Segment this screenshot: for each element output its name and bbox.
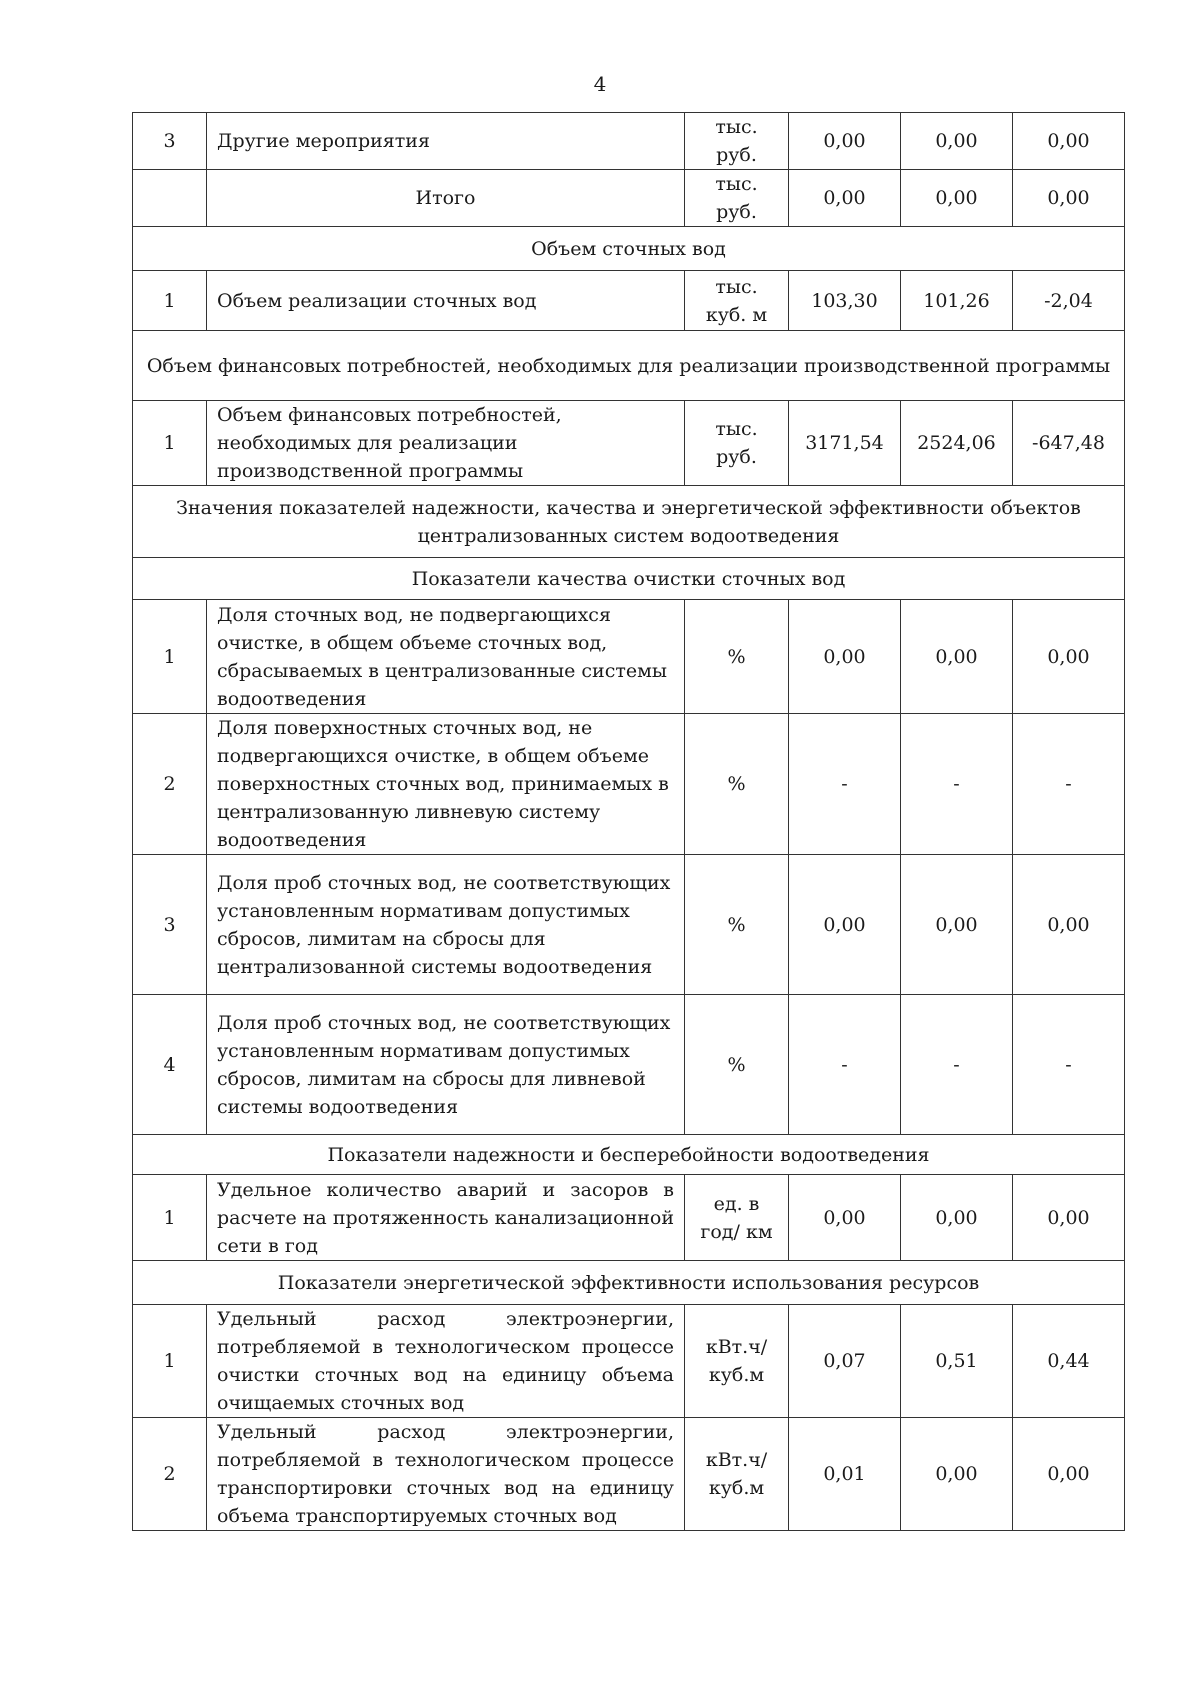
value-cell-2: 0,00 [901,1175,1013,1261]
indicator-name: Другие мероприятия [207,113,685,170]
section-header-row [133,331,1125,401]
value-cell-2: - [901,995,1013,1135]
value-cell-3: 0,00 [1013,600,1125,714]
row-number: 1 [133,600,207,714]
table-row [133,855,1125,995]
table-row [133,1305,1125,1418]
indicators-table [132,112,1125,1531]
value-cell-3: 0,00 [1013,1418,1125,1531]
row-number: 3 [133,855,207,995]
value-cell-3: -2,04 [1013,271,1125,331]
table-body [133,113,1125,1531]
table-row [133,714,1125,855]
indicator-name: Объем реализации сточных вод [207,271,685,331]
value-cell-1: 3171,54 [789,401,901,486]
table-row [133,170,1125,227]
value-cell-3: 0,00 [1013,1175,1125,1261]
unit-cell: тыс. руб. [685,170,789,227]
table-row [133,600,1125,714]
value-cell-3: 0,00 [1013,113,1125,170]
section-header-row [133,486,1125,558]
row-number: 1 [133,1305,207,1418]
indicator-name: Доля проб сточных вод, не соответствующих установленным нормативам допустимых сбросов, лимитам на сбросы для ливневой системы водоотведения [207,995,685,1135]
value-cell-3: - [1013,995,1125,1135]
value-cell-2: 0,51 [901,1305,1013,1418]
section-header-row [133,1135,1125,1175]
table-row [133,271,1125,331]
table-row [133,113,1125,170]
row-number: 4 [133,995,207,1135]
section-title: Объем сточных вод [133,227,1125,271]
row-number: 2 [133,714,207,855]
row-number: 1 [133,271,207,331]
table-row [133,1175,1125,1261]
unit-cell: % [685,714,789,855]
value-cell-2: 0,00 [901,600,1013,714]
unit-cell: % [685,600,789,714]
page-number: 4 [593,72,607,96]
row-number: 1 [133,1175,207,1261]
row-number [133,170,207,227]
section-header-row [133,227,1125,271]
unit-cell: % [685,995,789,1135]
value-cell-1: 0,00 [789,855,901,995]
unit-cell: % [685,855,789,995]
value-cell-2: 101,26 [901,271,1013,331]
value-cell-1: 0,00 [789,1175,901,1261]
value-cell-2: 0,00 [901,170,1013,227]
value-cell-3: -647,48 [1013,401,1125,486]
unit-cell: тыс. куб. м [685,271,789,331]
value-cell-1: 0,07 [789,1305,901,1418]
unit-cell: тыс. руб. [685,113,789,170]
value-cell-3: 0,00 [1013,855,1125,995]
indicator-name: Доля проб сточных вод, не соответствующих установленным нормативам допустимых сбросов, лимитам на сбросы для централизованной системы водоотведения [207,855,685,995]
section-title: Объем финансовых потребностей, необходимых для реализации производственной программы [133,331,1125,401]
value-cell-2: 0,00 [901,113,1013,170]
section-title: Показатели качества очистки сточных вод [133,558,1125,600]
value-cell-2: 0,00 [901,855,1013,995]
indicator-name: Объем финансовых потребностей, необходимых для реализации производственной программы [207,401,685,486]
value-cell-3: 0,00 [1013,170,1125,227]
value-cell-3: - [1013,714,1125,855]
unit-cell: ед. в год/ км [685,1175,789,1261]
value-cell-1: 0,00 [789,170,901,227]
indicator-name: Итого [207,170,685,227]
section-title: Показатели энергетической эффективности использования ресурсов [133,1261,1125,1305]
value-cell-1: 0,01 [789,1418,901,1531]
indicator-name: Доля поверхностных сточных вод, не подвергающихся очистке, в общем объеме поверхностных сточных вод, принимаемых в централизованную ливневую систему водоотведения [207,714,685,855]
value-cell-2: 2524,06 [901,401,1013,486]
value-cell-3: 0,44 [1013,1305,1125,1418]
table-row [133,995,1125,1135]
value-cell-1: 0,00 [789,113,901,170]
unit-cell: кВт.ч/ куб.м [685,1305,789,1418]
value-cell-2: - [901,714,1013,855]
indicator-name: Доля сточных вод, не подвергающихся очистке, в общем объеме сточных вод, сбрасываемых в централизованные системы водоотведения [207,600,685,714]
indicator-name: Удельный расход электроэнергии, потребляемой в технологическом процессе очистки сточных вод на единицу объема очищаемых сточных вод [207,1305,685,1418]
indicator-name: Удельный расход электроэнергии, потребляемой в технологическом процессе транспортировки сточных вод на единицу объема транспортируемых сточных вод [207,1418,685,1531]
section-title: Показатели надежности и бесперебойности водоотведения [133,1135,1125,1175]
value-cell-1: - [789,995,901,1135]
row-number: 3 [133,113,207,170]
section-header-row [133,1261,1125,1305]
table-row [133,1418,1125,1531]
section-title: Значения показателей надежности, качества и энергетической эффективности объектов централизованных систем водоотведения [133,486,1125,558]
row-number: 2 [133,1418,207,1531]
value-cell-1: - [789,714,901,855]
row-number: 1 [133,401,207,486]
value-cell-1: 0,00 [789,600,901,714]
value-cell-2: 0,00 [901,1418,1013,1531]
table-row [133,401,1125,486]
unit-cell: тыс. руб. [685,401,789,486]
value-cell-1: 103,30 [789,271,901,331]
section-header-row [133,558,1125,600]
indicator-name: Удельное количество аварий и засоров в расчете на протяженность канализационной сети в год [207,1175,685,1261]
unit-cell: кВт.ч/ куб.м [685,1418,789,1531]
